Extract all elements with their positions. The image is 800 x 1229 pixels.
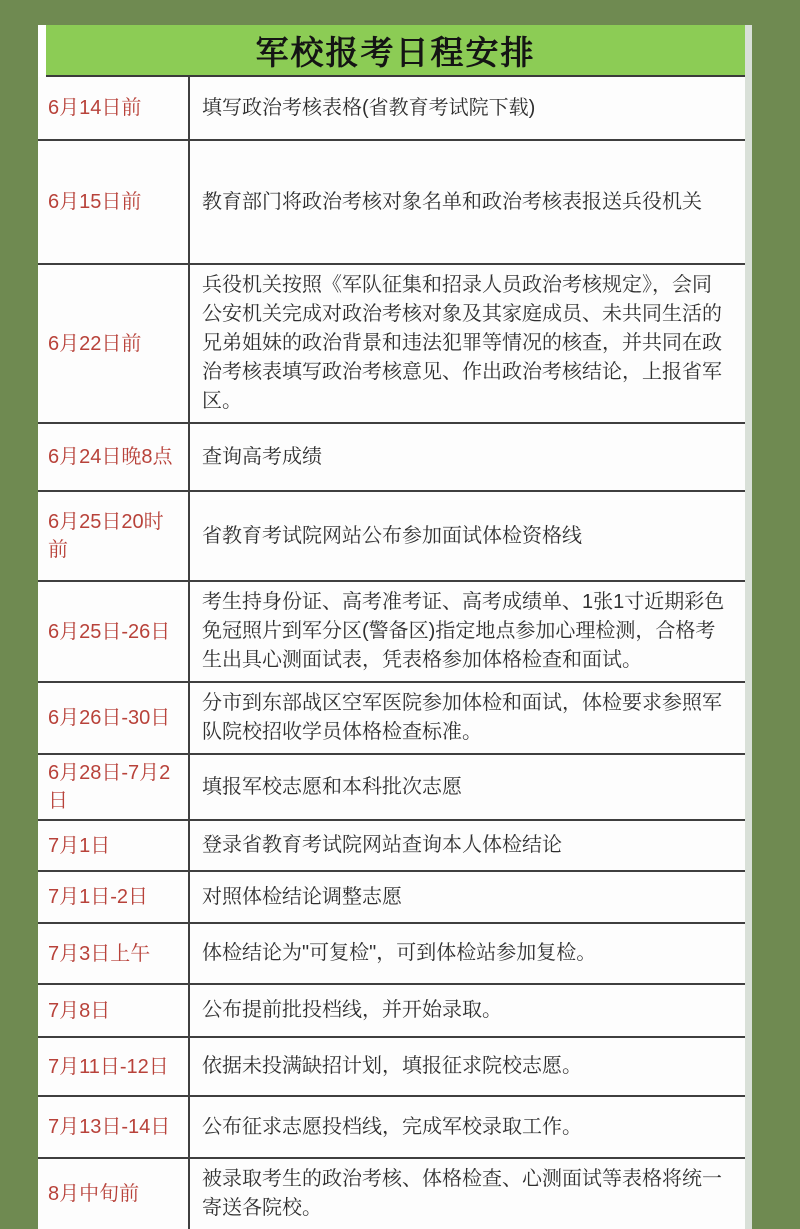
task-cell: 省教育考试院网站公布参加面试体检资格线 [202,524,582,547]
date-cell: 7月11日-12日 [38,1038,190,1095]
page-title: 军校报考日程安排 [46,25,745,77]
date-cell: 7月13日-14日 [38,1097,190,1157]
task-cell: 体检结论为"可复检"，可到体检站参加复检。 [202,942,597,964]
task-cell: 查询高考成绩 [202,445,322,468]
schedule-row [38,755,745,821]
date-cell: 7月1日 [38,821,190,870]
schedule-row [38,141,745,265]
schedule-row [38,1038,745,1097]
date-cell: 7月1日-2日 [38,872,190,922]
task-cell: 填写政治考核表格(省教育考试院下载) [202,96,536,119]
task-cell: 对照体检结论调整志愿 [202,885,402,908]
date-cell: 8月中旬前 [38,1159,190,1229]
date-cell: 6月26日-30日 [38,683,190,753]
schedule-row [38,424,745,492]
schedule-row [38,77,745,141]
date-cell: 6月28日-7月2日 [38,755,190,819]
schedule-row [38,872,745,924]
date-cell: 6月14日前 [38,77,190,139]
task-cell: 填报军校志愿和本科批次志愿 [202,775,462,798]
task-cell: 教育部门将政治考核对象名单和政治考核表报送兵役机关 [202,190,702,213]
schedule-row [38,1097,745,1159]
schedule-row [38,821,745,872]
task-cell: 分市到东部战区空军医院参加体检和面试，体检要求参照军队院校招收学员体格检查标准。 [202,692,722,743]
date-cell: 6月25日-26日 [38,582,190,681]
date-cell: 7月8日 [38,985,190,1036]
date-cell: 6月22日前 [38,265,190,422]
task-cell: 考生持身份证、高考准考证、高考成绩单、1张1寸近期彩色免冠照片到军分区(警备区)指定地点参加心理检测，合格考生出具心测面试表，凭表格参加体格检查和面试。 [202,591,725,671]
schedule-table [38,25,752,1229]
schedule-row [38,492,745,582]
schedule-row [38,683,745,755]
task-cell: 依据未投满缺招计划，填报征求院校志愿。 [202,1055,582,1077]
task-cell: 公布征求志愿投档线，完成军校录取工作。 [202,1115,582,1138]
date-cell: 6月24日晚8点 [38,424,190,490]
task-cell: 登录省教育考试院网站查询本人体检结论 [202,834,562,856]
task-cell: 兵役机关按照《军队征集和招录人员政治考核规定》，会同公安机关完成对政治考核对象及其家庭成员、未共同生活的兄弟姐妹的政治背景和违法犯罪等情况的核查，并共同在政治考核表填写政治考核意见、作出政治考核结论，上报省军区。 [202,274,722,412]
date-cell: 7月3日上午 [38,924,190,983]
task-cell: 被录取考生的政治考核、体格检查、心测面试等表格将统一寄送各院校。 [202,1168,722,1219]
schedule-row [38,1159,745,1229]
schedule-row [38,265,745,424]
date-cell: 6月15日前 [38,141,190,263]
schedule-row [38,924,745,985]
schedule-row [38,582,745,683]
schedule-row [38,985,745,1038]
task-cell: 公布提前批投档线，并开始录取。 [202,999,502,1021]
date-cell: 6月25日20时前 [38,492,190,580]
